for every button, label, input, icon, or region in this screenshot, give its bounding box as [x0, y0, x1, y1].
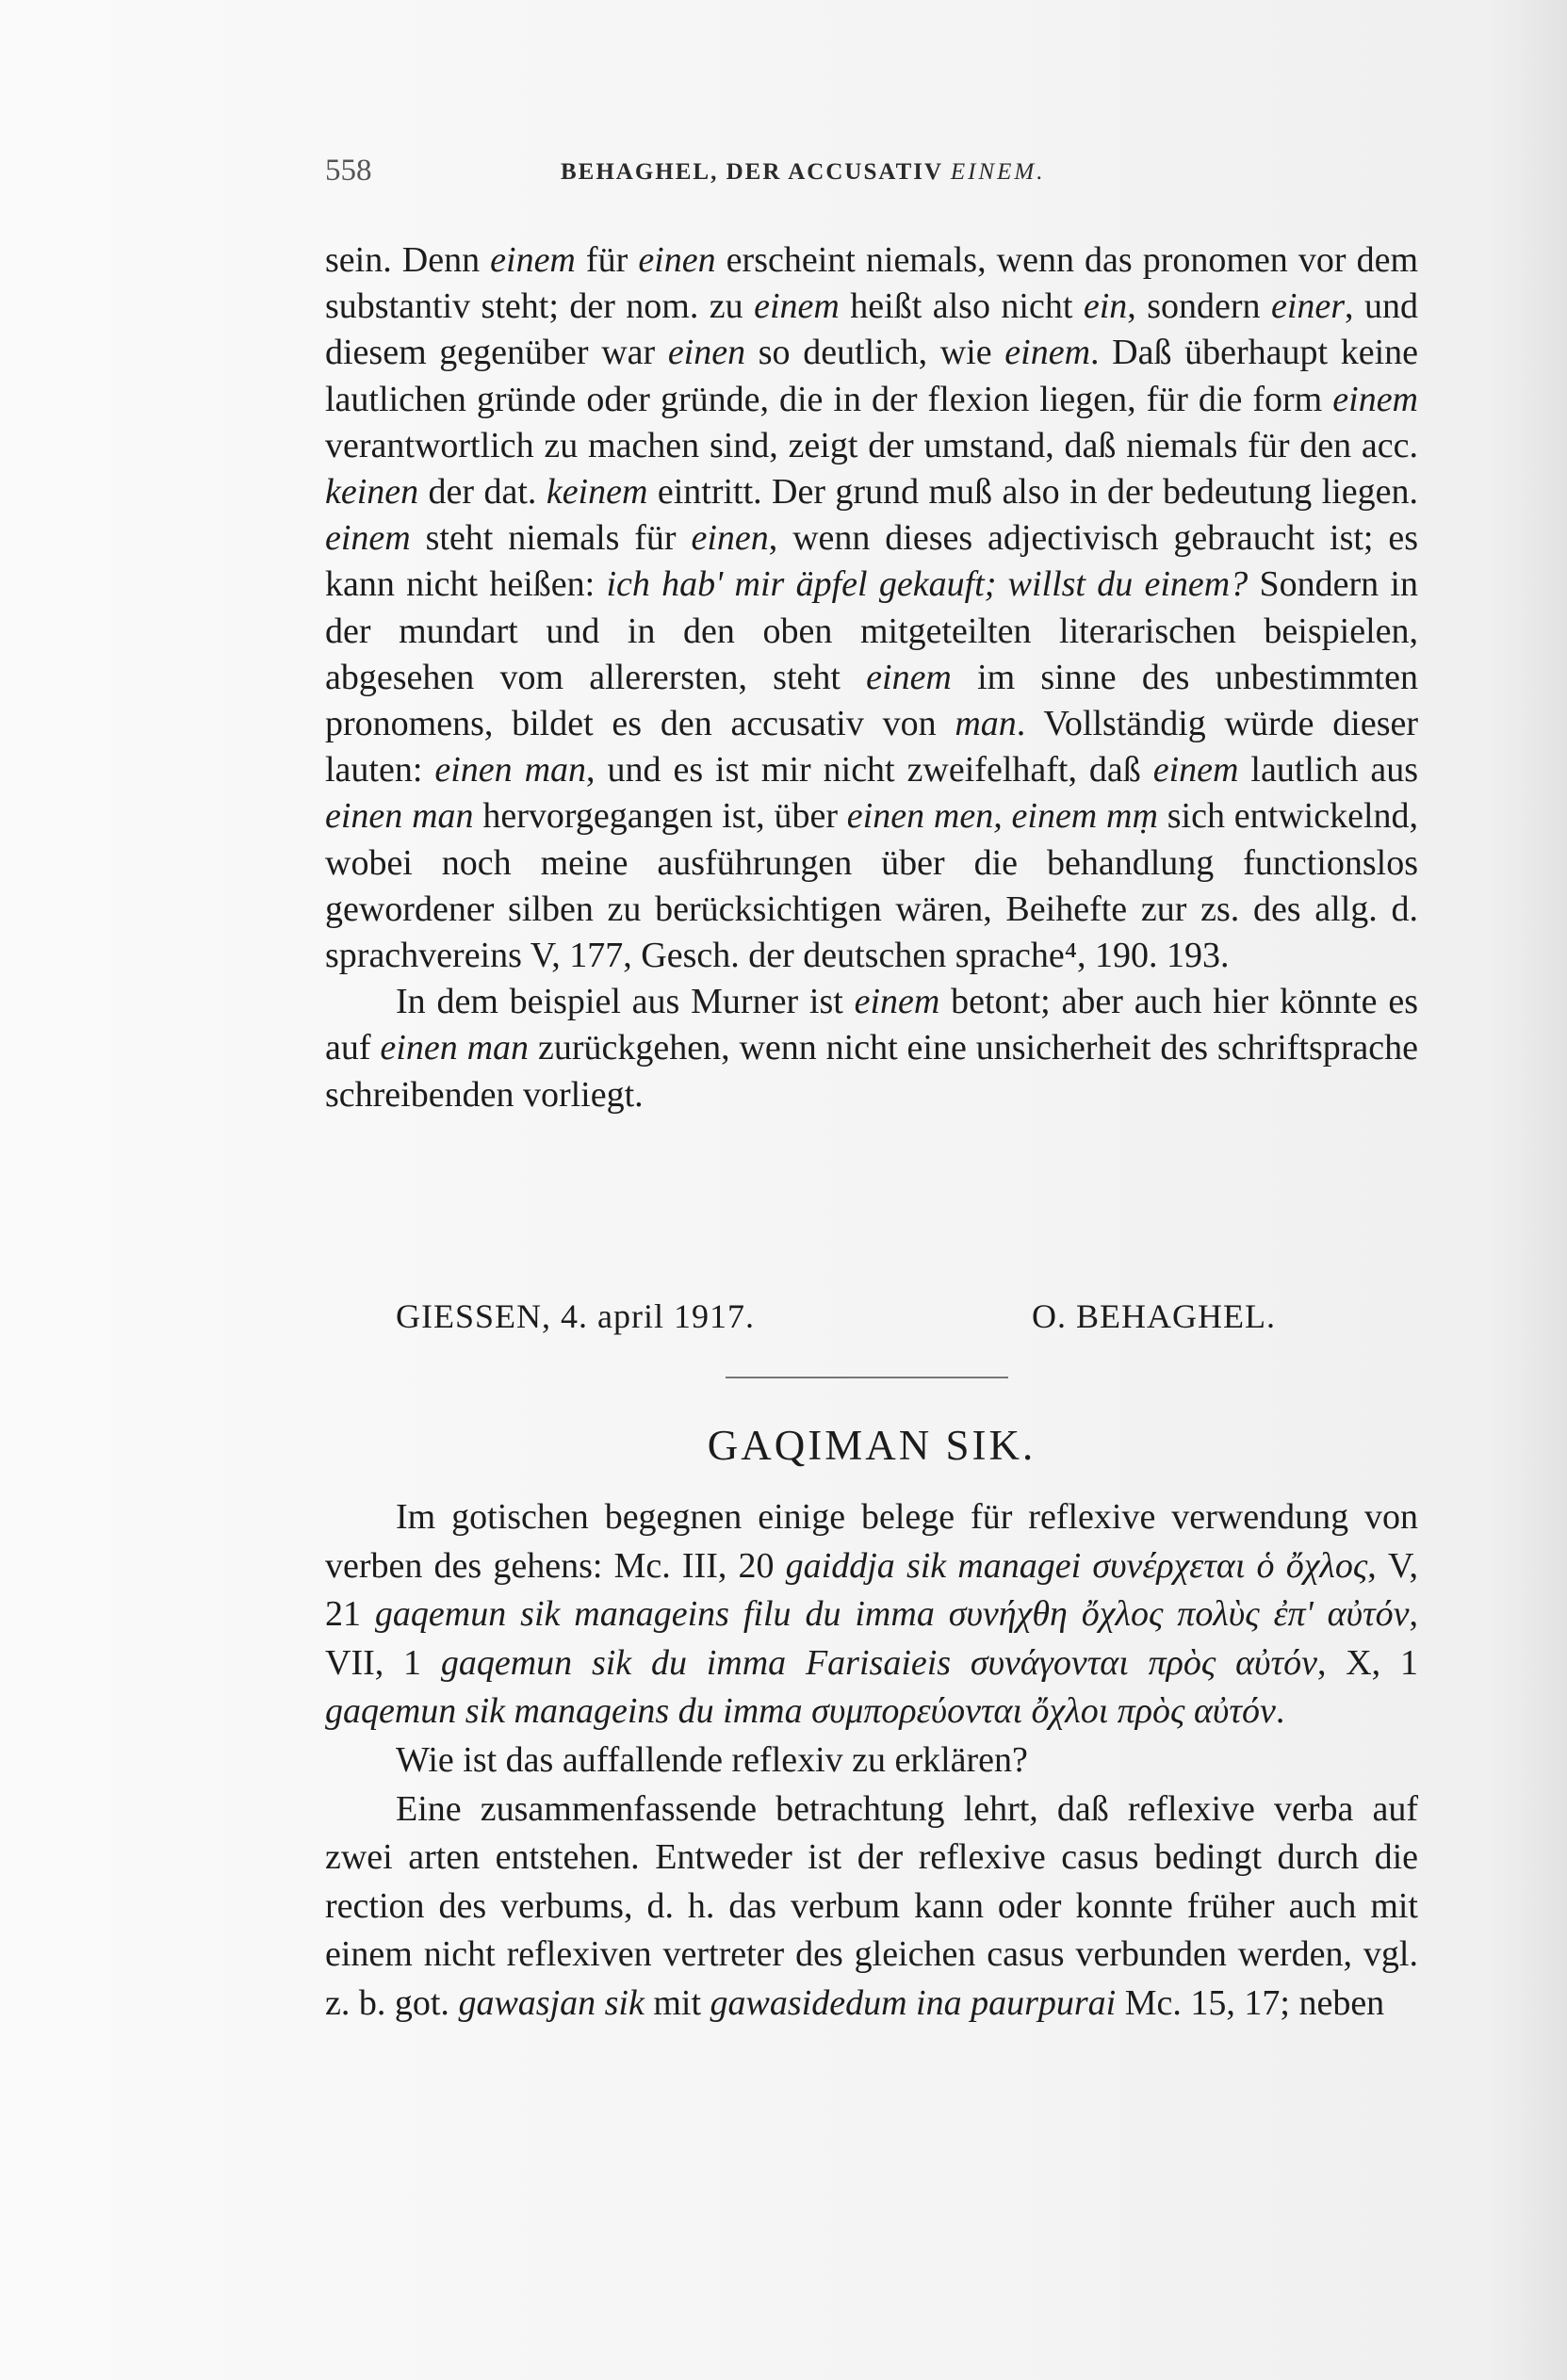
italic-term: gaqemun sik manageins filu du imma συνήχθη ὄχλος πολὺς ἐπ' αὐτόν	[374, 1594, 1410, 1635]
italic-term: einem	[490, 240, 576, 280]
paragraph: Im gotischen begegnen einige belege für reflexive verwendung von verben des gehens: Mc. III, 20 gaiddja sik managei συνέρχεται ὁ ὄχλος, V, 21 gaqemun sik manageins filu du imma συνήχθη ὄχλος πολὺς ἐπ' αὐτόν, VII, 1 gaqemun sik du imma Farisaieis συνάγονται πρὸς αὐτόν, X, 1 gaqemun sik manageins du imma συμπορεύονται ὄχλοι πρὸς αὐτόν.	[325, 1497, 1418, 1732]
italic-term: gaiddja sik managei συνέρχεται ὁ ὄχλος	[785, 1545, 1368, 1586]
signature-line	[396, 1296, 1338, 1344]
italic-term: einem	[854, 982, 940, 1022]
italic-term: gawasidedum ina paurpurai	[710, 1982, 1117, 2023]
paragraph: sein. Denn einem für einen erscheint niemals, wenn das pronomen vor dem substantiv steht; der nom. zu einem heißt also nicht ein, sondern einer, und diesem gegenüber war einen so deutlich, wie einem. Daß überhaupt keine lautlichen gründe oder gründe, die in der flexion liegen, für die form einem verantwortlich zu machen sind, zeigt der umstand, daß niemals für den acc. keinen der dat. keinem eintritt. Der grund muß also in der bedeutung liegen. einem steht niemals für einen, wenn dieses adjectivisch gebraucht ist; es kann nicht heißen: ich hab' mir äpfel gekauft; willst du einem? Sondern in der mundart und in den oben mitgeteilten literarischen beispielen, abgesehen vom allerersten, steht einem im sinne des unbestimmten pronomens, bildet es den accusativ von man. Vollständig würde dieser lauten: einen man, und es ist mir nicht zweifelhaft, daß einem lautlich aus einen man hervorgegangen ist, über einen men, einem mṃ sich entwickelnd, wobei noch meine ausführungen über die behandlung functionslos gewordener silben zu berücksichtigen wären, Beihefte zur zs. des allg. d. sprachvereins V, 177, Gesch. der deutschen sprache⁴, 190. 193.	[325, 240, 1419, 976]
italic-term: einen man	[434, 750, 587, 791]
running-head	[561, 159, 1045, 186]
italic-term: einen	[638, 240, 716, 280]
italic-term: einem	[1332, 379, 1418, 419]
italic-term: ich hab' mir äpfel gekauft; willst du einem?	[606, 564, 1249, 605]
italic-term: einen man	[380, 1028, 530, 1068]
article-title: GAQIMAN SIK.	[707, 1422, 1037, 1469]
paragraph: Eine zusammenfassende betrachtung lehrt, daß reflexive verba auf zwei arten entstehen. Entweder ist der reflexive casus bedingt durch die rection des verbums, d. h. das verbum kann oder konnte früher auch mit einem nicht reflexiven vertreter des gleichen casus verbunden werden, vgl. z. b. got. gawasjan sik mit gawasidedum ina paurpurai Mc. 15, 17; neben	[325, 1788, 1418, 2023]
italic-term: gaqemun sik manageins du imma συμπορεύονται ὄχλοι πρὸς αὐτόν	[325, 1691, 1276, 1732]
signature-author: O. BEHAGHEL.	[1032, 1297, 1276, 1335]
italic-term: keinem	[546, 472, 648, 513]
italic-term: einen men, einem mṃ	[846, 796, 1158, 837]
italic-term: gawasjan sik	[458, 1982, 645, 2023]
paragraph: Wie ist das auffallende reflexiv zu erklären?	[396, 1739, 1028, 1780]
italic-term: man	[955, 704, 1017, 744]
italic-term: gaqemun sik du imma Farisaieis συνάγονται πρὸς αὐτόν	[440, 1642, 1317, 1683]
italic-term: ein	[1083, 286, 1128, 327]
signature-place-date: GIESSEN, 4. april 1917.	[396, 1297, 755, 1335]
italic-term: einen	[691, 518, 769, 559]
italic-term: einem	[325, 518, 411, 559]
page-edge-shadow	[1487, 0, 1567, 2380]
italic-term: keinen	[325, 472, 419, 513]
running-head-text: BEHAGHEL, DER ACCUSATIV	[561, 159, 943, 185]
running-head-word: EINEM.	[950, 159, 1046, 185]
paragraph: In dem beispiel aus Murner ist einem betont; aber auch hier könnte es auf einen man zurückgehen, wenn nicht eine unsicherheit des schriftsprache schreibenden vorliegt.	[325, 982, 1419, 1115]
page-number: 558	[325, 154, 372, 187]
italic-term: einem	[866, 657, 952, 697]
italic-term: einem	[1152, 750, 1239, 791]
italic-term: einem	[1004, 333, 1091, 373]
section-divider	[726, 1377, 1008, 1378]
italic-term: einen man	[325, 796, 474, 837]
page-header	[325, 154, 1418, 201]
italic-term: einen	[667, 333, 746, 373]
article-behaghel-body	[325, 237, 1418, 1118]
italic-term: einer	[1270, 286, 1346, 327]
italic-term: einem	[754, 286, 840, 327]
article-gaqiman-body	[325, 1493, 1418, 2029]
